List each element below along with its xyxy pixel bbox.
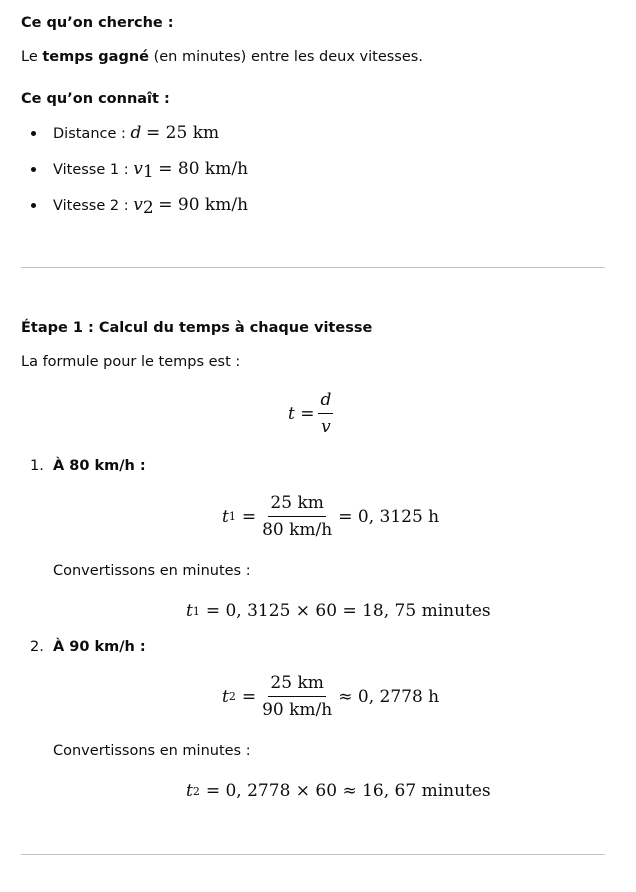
known-value: = 90 km/h (158, 195, 249, 215)
list-number: 2. (30, 639, 44, 655)
bullet-icon (31, 131, 36, 136)
formula-intro: La formule pour le temps est : (21, 354, 241, 370)
eq-result: = 0, 3125 h (338, 506, 440, 527)
eq-fraction (260, 673, 334, 720)
seek-prefix: Le (21, 49, 43, 65)
step-1-heading: Étape 1 : Calcul du temps à chaque vitesse (21, 320, 373, 336)
eq-denominator: 90 km/h (262, 700, 333, 720)
bullet-icon (31, 203, 36, 208)
eq-var-sub: 1 (228, 510, 236, 523)
eq-var: t (222, 686, 229, 707)
formula-fraction (318, 390, 333, 437)
conversion-t2 (186, 781, 491, 801)
list-number: 1. (30, 458, 44, 474)
conv-var-sub: 1 (192, 604, 200, 618)
convert-label: Convertissons en minutes : (53, 563, 251, 579)
known-label: Vitesse 2 : (53, 198, 134, 214)
conv-var: t (186, 601, 193, 621)
bullet-icon (31, 167, 36, 172)
known-var-sub: 2 (142, 198, 154, 218)
item-title-80: À 80 km/h : (53, 458, 146, 474)
known-var: d (130, 123, 142, 143)
equation-t1 (222, 493, 439, 540)
conv-rest: = 0, 3125 × 60 = 18, 75 minutes (205, 601, 491, 621)
known-item-speed-1 (53, 159, 248, 182)
eq-numerator: 25 km (268, 673, 325, 697)
heading-what-we-seek: Ce qu’on cherche : (21, 15, 174, 31)
conv-var-sub: 2 (192, 784, 200, 798)
conv-var: t (186, 781, 193, 801)
eq-equals: = (241, 686, 257, 707)
heading-what-we-know: Ce qu’on connaît : (21, 91, 170, 107)
eq-equals: = (241, 506, 257, 527)
seek-suffix: (en minutes) entre les deux vitesses. (149, 49, 423, 65)
conversion-t1 (186, 601, 491, 621)
known-label: Vitesse 1 : (53, 162, 134, 178)
eq-denominator: 80 km/h (262, 520, 333, 540)
formula-denominator: v (321, 417, 331, 437)
item-title-90: À 90 km/h : (53, 639, 146, 655)
known-label: Distance : (53, 126, 131, 142)
eq-fraction (260, 493, 334, 540)
seek-bold-term: temps gagné (42, 49, 149, 65)
known-var-sub: 1 (142, 162, 154, 182)
eq-var-sub: 2 (228, 690, 236, 703)
eq-numerator: 25 km (268, 493, 325, 517)
conv-rest: = 0, 2778 × 60 ≈ 16, 67 minutes (205, 781, 491, 801)
eq-var: t (222, 506, 229, 527)
convert-label: Convertissons en minutes : (53, 743, 251, 759)
seek-description (21, 49, 423, 65)
divider (21, 267, 605, 268)
known-item-distance (53, 123, 219, 143)
known-item-speed-2 (53, 195, 248, 218)
known-var: v (133, 195, 143, 215)
known-var: v (133, 159, 143, 179)
divider (21, 854, 605, 855)
formula-lhs: t = (288, 403, 315, 424)
time-formula (288, 390, 337, 437)
known-value: = 25 km (146, 123, 220, 143)
eq-result: ≈ 0, 2778 h (338, 686, 440, 707)
formula-numerator: d (318, 390, 333, 414)
equation-t2 (222, 673, 439, 720)
known-value: = 80 km/h (158, 159, 249, 179)
